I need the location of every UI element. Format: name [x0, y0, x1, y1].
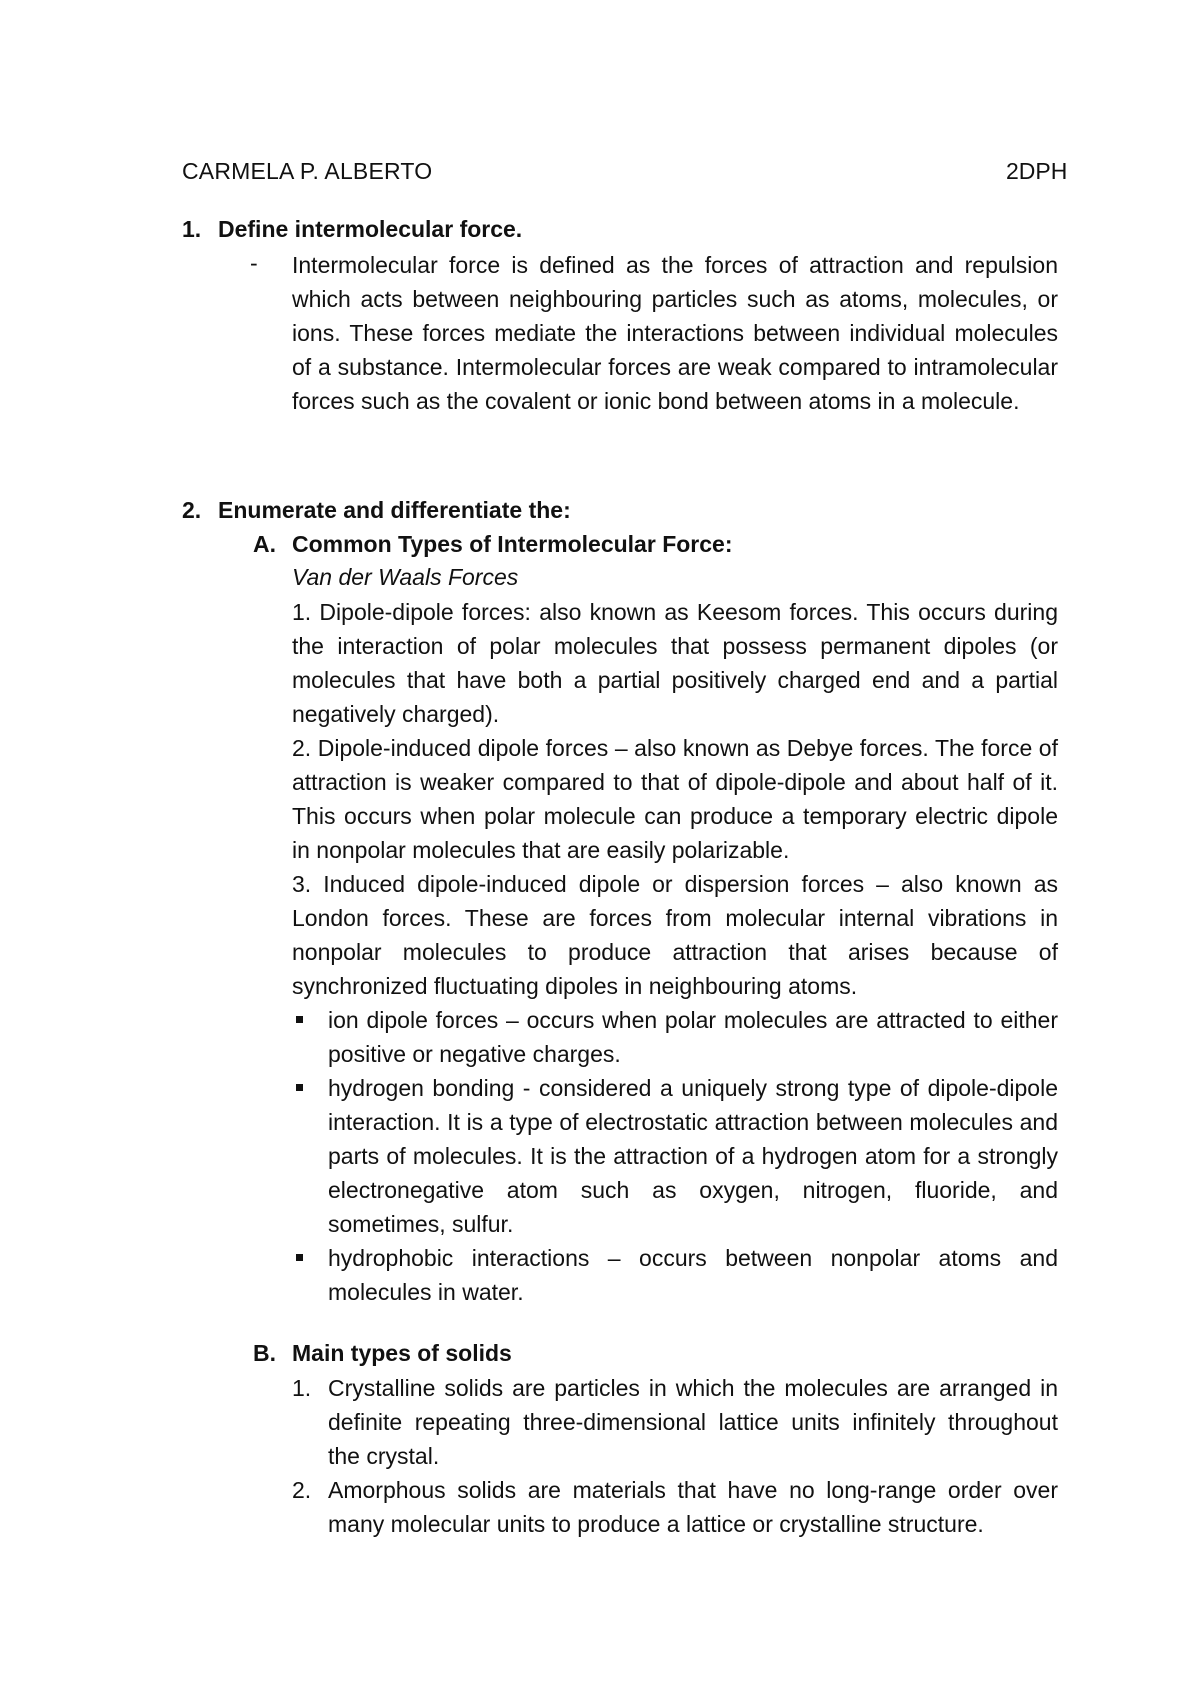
- section-letter: A.: [253, 531, 276, 557]
- bullet-text: hydrogen bonding - considered a uniquely strong type of dipole-dipole interaction. It is a type of electrostatic attraction between molecules and parts of molecules. It is the attraction of a hydrogen atom for a strongly electronegative atom such as oxygen, nitrogen, fluoride, and sometimes, sulfur.: [328, 1075, 1058, 1237]
- question-title: Define intermolecular force.: [218, 216, 523, 242]
- answer-paragraph: Intermolecular force is defined as the forces of attraction and repulsion which acts between neighbouring particles such as atoms, molecules, or ions. These forces mediate the interactions between individual molecules of a substance. Intermolecular forces are weak compared to intramolecular forces such as the covalent or ionic bond between atoms in a molecule.: [292, 252, 1058, 414]
- item-number: 1.: [292, 1375, 312, 1401]
- item-number: 2.: [292, 1477, 312, 1503]
- section-letter: B.: [253, 1340, 276, 1366]
- section-subtitle: Van der Waals Forces: [292, 564, 519, 590]
- question-title: Enumerate and differentiate the:: [218, 497, 571, 523]
- force-item-1: 1. Dipole-dipole forces: also known as Keesom forces. This occurs during the interaction of polar molecules that possess permanent dipoles (or molecules that have both a partial positively charged end and a partial negatively charged).: [292, 599, 1058, 727]
- force-item-3: 3. Induced dipole-induced dipole or dispersion forces – also known as London forces. These are forces from molecular internal vibrations in nonpolar molecules to produce attraction that arises because of synchronized fluctuating dipoles in neighbouring atoms.: [292, 871, 1058, 999]
- item-text: Amorphous solids are materials that have no long-range order over many molecular units to produce a lattice or crystalline structure.: [328, 1477, 1058, 1537]
- question-number: 2.: [182, 497, 202, 523]
- section-a-heading: [253, 530, 732, 558]
- bullet-text: hydrophobic interactions – occurs between nonpolar atoms and molecules in water.: [328, 1245, 1058, 1305]
- square-bullet-icon: [296, 1084, 303, 1091]
- question-number: 1.: [182, 216, 202, 242]
- question-1-heading: [182, 215, 522, 243]
- section-title: Main types of solids: [292, 1340, 512, 1366]
- square-bullet-icon: [296, 1016, 303, 1023]
- force-item-2: 2. Dipole-induced dipole forces – also known as Debye forces. The force of attraction is weaker compared to that of dipole-dipole and about half of it. This occurs when polar molecule can produce a temporary electric dipole in nonpolar molecules that are easily polarizable.: [292, 735, 1058, 863]
- square-bullet-icon: [296, 1254, 303, 1261]
- question-2-heading: [182, 496, 571, 524]
- section-b-heading: [253, 1339, 512, 1367]
- dash-marker: -: [250, 250, 258, 276]
- section-title: Common Types of Intermolecular Force:: [292, 531, 733, 557]
- class-section: 2DPH: [1006, 158, 1068, 184]
- student-name: CARMELA P. ALBERTO: [182, 158, 433, 184]
- bullet-text: ion dipole forces – occurs when polar molecules are attracted to either positive or negative charges.: [328, 1007, 1058, 1067]
- item-text: Crystalline solids are particles in which the molecules are arranged in definite repeating three-dimensional lattice units infinitely throughout the crystal.: [328, 1375, 1058, 1469]
